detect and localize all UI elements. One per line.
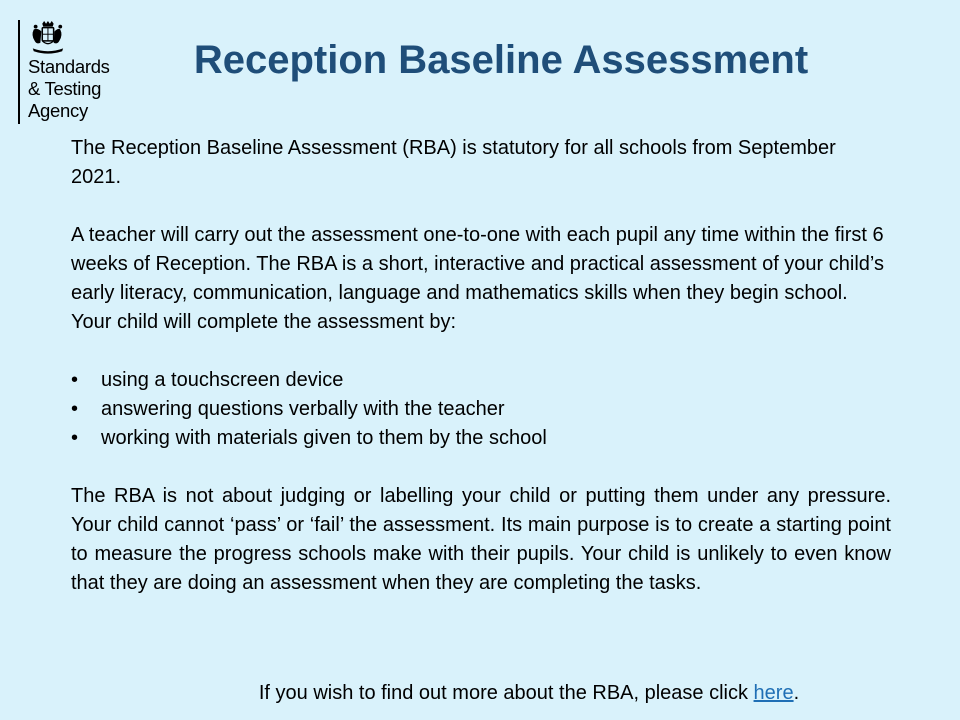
page-title: Reception Baseline Assessment xyxy=(193,38,809,82)
more-info-text: If you wish to find out more about the RBA, please click xyxy=(258,682,754,704)
assessment-methods-list xyxy=(71,366,891,453)
main-content xyxy=(71,134,891,598)
more-info-line xyxy=(0,682,960,705)
purpose-paragraph: The RBA is not about judging or labelling your child or putting them under any pressure. Your child cannot ‘pass’ or ‘fail’ the assessment. Its main purpose is to create a starting point to measure the progress schools make with their pupils. Your child is unlikely to even know that they are doing an assessment when they are completing the tasks. xyxy=(71,485,891,594)
intro-paragraph: The Reception Baseline Assessment (RBA) is statutory for all schools from September 2021. xyxy=(71,137,836,188)
complete-by-paragraph: Your child will complete the assessment by: xyxy=(71,311,456,333)
logo-text: Standards & Testing Agency xyxy=(28,56,110,121)
assessment-paragraph: A teacher will carry out the assessment one-to-one with each pupil any time within the first 6 weeks of Reception. The RBA is a short, interactive and practical assessment of your child’s early literacy, communication, language and mathematics skills when they begin school. xyxy=(71,224,884,304)
list-item: • working with materials given to them by the school xyxy=(71,424,891,453)
here-link[interactable]: here xyxy=(753,682,794,704)
list-item: • using a touchscreen device xyxy=(71,366,891,395)
list-item: • answering questions verbally with the teacher xyxy=(71,395,891,424)
more-info-suffix: . xyxy=(793,682,800,704)
